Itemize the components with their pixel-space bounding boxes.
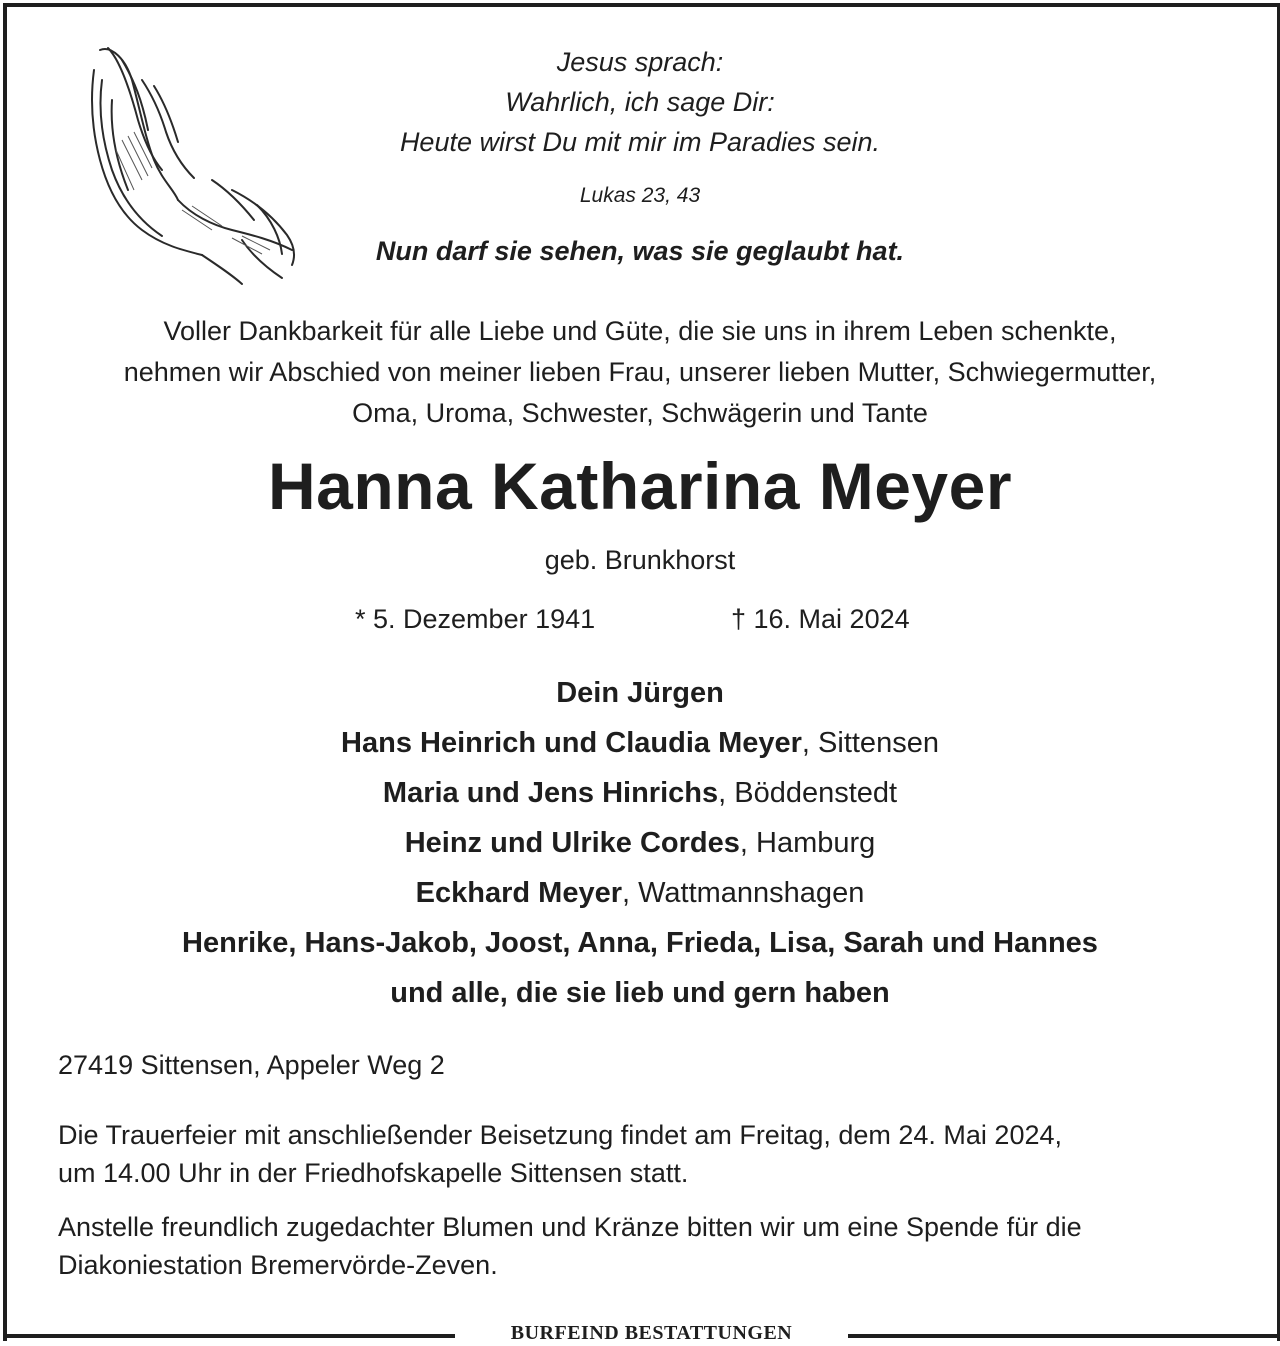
mourners-list bbox=[0, 668, 1280, 1018]
bible-quote-line: Heute wirst Du mit mir im Paradies sein. bbox=[399, 127, 881, 157]
mourner-line: Heinz und Ulrike Cordes, Hamburg bbox=[404, 827, 876, 859]
birth-date: * 5. Dezember 1941 bbox=[355, 604, 596, 634]
mourner-line: Henrike, Hans-Jakob, Joost, Anna, Frieda, Lisa, Sarah und Hannes bbox=[182, 927, 1098, 959]
footer-rule-right bbox=[848, 1334, 1277, 1338]
bible-quote bbox=[0, 42, 1280, 162]
birth-name: geb. Brunkhorst bbox=[544, 545, 736, 575]
mourner-line: Hans Heinrich und Claudia Meyer, Sittensen bbox=[341, 727, 939, 759]
funeral-info-line: um 14.00 Uhr in der Friedhofskapelle Sittensen statt. bbox=[58, 1158, 689, 1188]
footer-rule-left bbox=[3, 1334, 455, 1338]
funeral-info-line: Die Trauerfeier mit anschließender Beisetzung findet am Freitag, dem 24. Mai 2024, bbox=[58, 1120, 1062, 1150]
mourner-line: Maria und Jens Hinrichs, Böddenstedt bbox=[382, 777, 898, 809]
mourner-line: und alle, die sie lieb und gern haben bbox=[390, 977, 890, 1009]
intro-line: Voller Dankbarkeit für alle Liebe und Güte, die sie uns in ihrem Leben schenkte, bbox=[163, 316, 1117, 346]
intro-text bbox=[0, 311, 1280, 434]
donation-info-line: Diakoniestation Bremervörde-Zeven. bbox=[58, 1250, 498, 1280]
mourner-line: Eckhard Meyer, Wattmannshagen bbox=[415, 877, 865, 909]
bible-reference: Lukas 23, 43 bbox=[579, 184, 701, 207]
donation-info-line: Anstelle freundlich zugedachter Blumen und Kränze bitten wir um eine Spende für die bbox=[58, 1212, 1082, 1242]
donation-info bbox=[58, 1208, 1238, 1284]
bible-quote-line: Wahrlich, ich sage Dir: bbox=[505, 87, 775, 117]
intro-line: Oma, Uroma, Schwester, Schwägerin und Tante bbox=[352, 398, 928, 428]
funeral-info bbox=[58, 1116, 1238, 1192]
motto: Nun darf sie sehen, was sie geglaubt hat. bbox=[375, 236, 905, 266]
address: 27419 Sittensen, Appeler Weg 2 bbox=[58, 1050, 445, 1080]
intro-line: nehmen wir Abschied von meiner lieben Frau, unserer lieben Mutter, Schwiegermutter, bbox=[123, 357, 1157, 387]
funeral-home-logo: BURFEIND BESTATTUNGEN bbox=[510, 1322, 793, 1344]
death-date: † 16. Mai 2024 bbox=[731, 604, 910, 634]
mourner-line: Dein Jürgen bbox=[556, 677, 724, 709]
bible-quote-line: Jesus sprach: bbox=[556, 47, 724, 77]
deceased-name: Hanna Katharina Meyer bbox=[267, 449, 1013, 523]
